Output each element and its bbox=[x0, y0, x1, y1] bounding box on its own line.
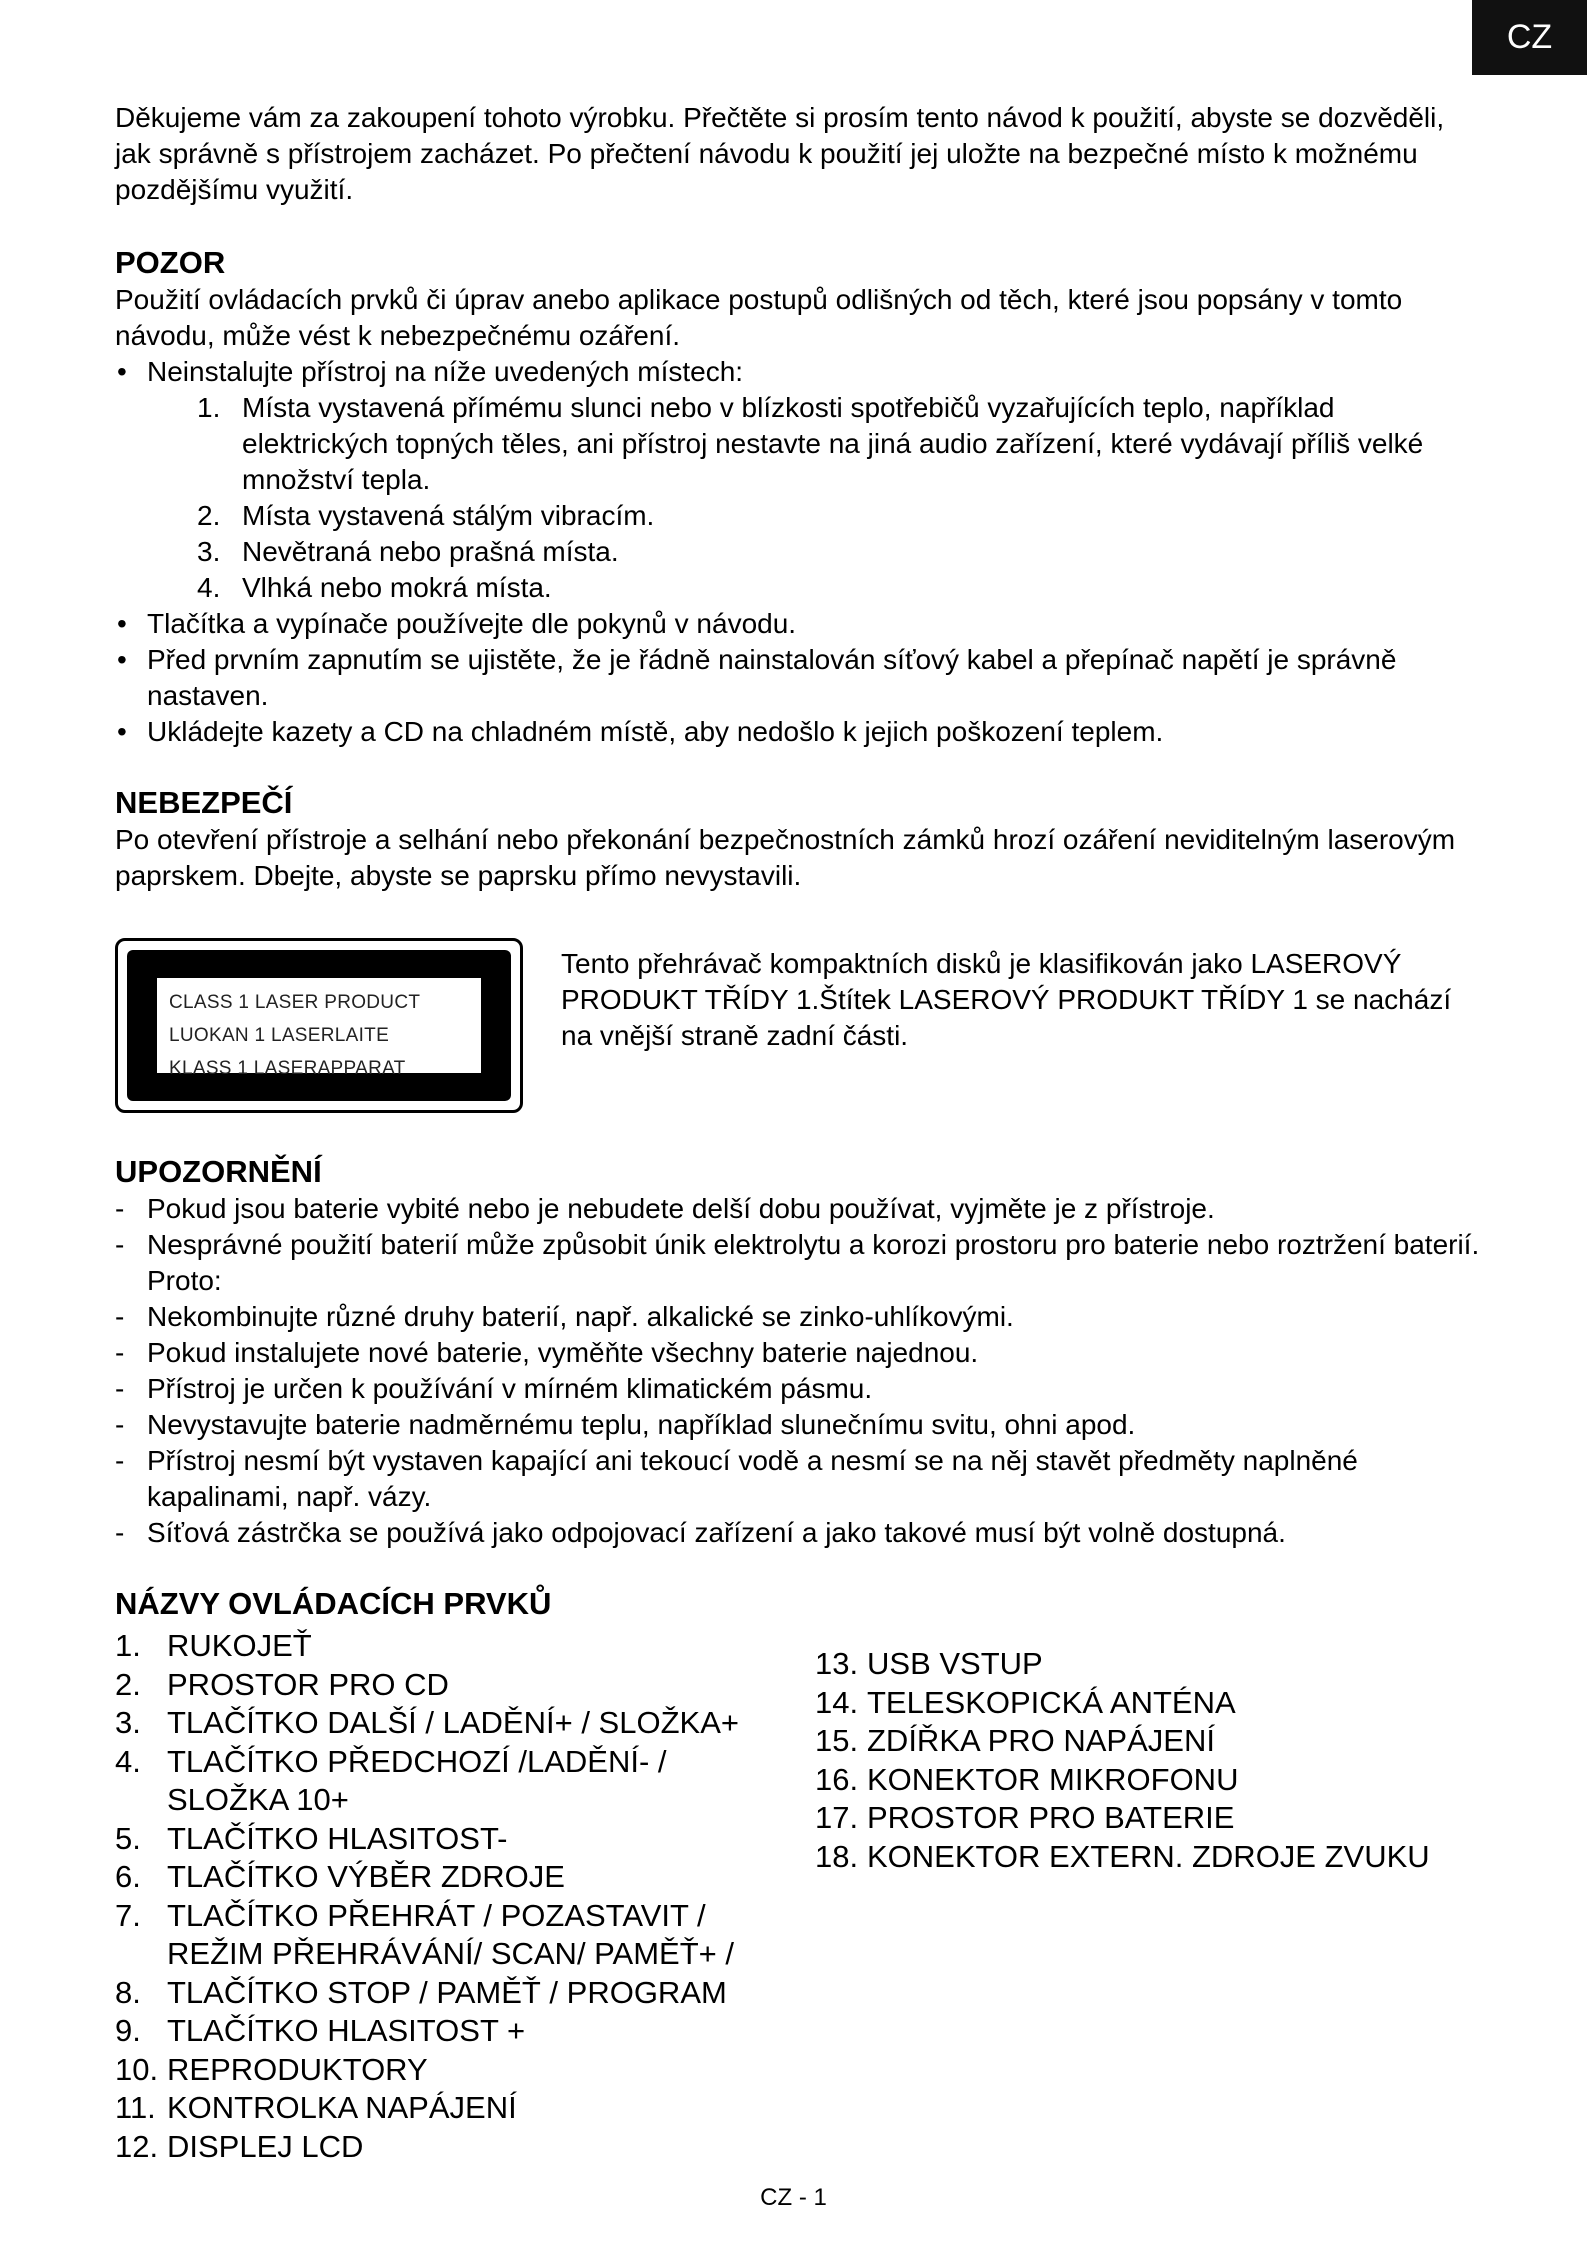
control-item-name: TLAČÍTKO PŘEHRÁT / POZASTAVIT / REŽIM PŘEHRÁVÁNÍ/ SCAN/ PAMĚŤ+ / bbox=[167, 1897, 734, 1971]
control-item bbox=[815, 1722, 1430, 1761]
pozor-section bbox=[115, 244, 1485, 750]
controls-heading: NÁZVY OVLÁDACÍCH PRVKŮ bbox=[115, 1586, 552, 1621]
control-item-name: TLAČÍTKO HLASITOST + bbox=[167, 2013, 526, 2048]
pozor-heading: POZOR bbox=[115, 245, 226, 280]
control-item bbox=[115, 2051, 815, 2090]
control-item-number: 4. bbox=[115, 1743, 141, 1779]
control-item-name: TLAČÍTKO PŘEDCHOZÍ /LADĚNÍ- / SLOŽKA 10+ bbox=[167, 1743, 667, 1817]
laser-label-plate bbox=[157, 978, 481, 1079]
battery-warning-list bbox=[115, 1191, 1485, 1551]
control-item-name: TLAČÍTKO HLASITOST- bbox=[167, 1820, 508, 1856]
location-item-number: 3. bbox=[197, 536, 221, 567]
location-item-text: Nevětraná nebo prašná místa. bbox=[242, 536, 619, 567]
pozor-bullet: • Tlačítka a vypínače používejte dle pokynů v návodu. bbox=[115, 606, 1485, 642]
pozor-text: Použití ovládacích prvků či úprav anebo aplikace postupů odlišných od těch, které jsou popsány v tomto návodu, může vést k nebezpečnému ozáření. bbox=[115, 284, 1403, 351]
controls-right-column bbox=[815, 1645, 1430, 2166]
control-item-number: 16. bbox=[815, 1761, 859, 1797]
nebezpeci-text: Po otevření přístroje a selhání nebo překonání bezpečnostních zámků hrozí ozáření neviditelným laserovým paprskem. Dbejte, abyste se paprsku přímo nevystavili. bbox=[115, 824, 1456, 891]
control-item bbox=[115, 1897, 815, 1974]
control-item bbox=[115, 2128, 815, 2167]
location-item-text: Vlhká nebo mokrá místa. bbox=[242, 572, 552, 603]
intro-paragraph: Děkujeme vám za zakoupení tohoto výrobku. Přečtěte si prosím tento návod k použití, abyste se dozvěděli, jak správně s přístrojem zacházet. Po přečtení návodu k použití jej uložte na bezpečné místo k možnému pozdějšímu využití. bbox=[115, 102, 1445, 205]
control-item-number: 11. bbox=[115, 2090, 156, 2125]
control-item bbox=[115, 2012, 815, 2051]
control-item-number: 8. bbox=[115, 1974, 141, 2010]
nebezpeci-heading: NEBEZPEČÍ bbox=[115, 785, 293, 820]
battery-warning-item: - Přístroj je určen k používání v mírném klimatickém pásmu. bbox=[115, 1371, 1485, 1407]
control-item-number: 12. bbox=[115, 2128, 159, 2164]
pozor-bullet bbox=[115, 354, 1485, 606]
control-item-number: 2. bbox=[115, 1666, 141, 1702]
control-item-number: 18. bbox=[815, 1838, 859, 1874]
control-item-number: 3. bbox=[115, 1705, 141, 1740]
location-item-text: Místa vystavená stálým vibracím. bbox=[242, 500, 655, 531]
control-item-number: 10. bbox=[115, 2051, 159, 2087]
control-item-name: ZDÍŘKA PRO NAPÁJENÍ bbox=[867, 1723, 1215, 1758]
control-item-name: KONTROLKA NAPÁJENÍ bbox=[167, 2090, 517, 2125]
location-item bbox=[197, 498, 1485, 534]
pozor-bullet-list bbox=[115, 354, 1485, 750]
control-item-name: PROSTOR PRO BATERIE bbox=[867, 1800, 1235, 1835]
control-item bbox=[115, 1820, 815, 1859]
battery-warning-item: - Přístroj nesmí být vystaven kapající ani tekoucí vodě a nesmí se na něj stavět předměty naplněné kapalinami, např. vázy. bbox=[115, 1443, 1485, 1515]
control-item-name: USB VSTUP bbox=[867, 1646, 1043, 1681]
pozor-bullet: • Ukládejte kazety a CD na chladném místě, aby nedošlo k jejich poškození teplem. bbox=[115, 714, 1485, 750]
control-item-number: 7. bbox=[115, 1897, 141, 1933]
control-item-name: REPRODUKTORY bbox=[167, 2051, 428, 2087]
control-item-name: KONEKTOR EXTERN. ZDROJE ZVUKU bbox=[867, 1838, 1430, 1874]
battery-warning-item: - Pokud instalujete nové baterie, vyměňte všechny baterie najednou. bbox=[115, 1335, 1485, 1371]
location-item bbox=[197, 534, 1485, 570]
laser-label-line: KLASS 1 LASERAPPARAT bbox=[169, 1058, 406, 1079]
battery-warning-item: - Nevystavujte baterie nadměrnému teplu, například slunečnímu svitu, ohni apod. bbox=[115, 1407, 1485, 1443]
control-item-name: TLAČÍTKO DALŠÍ / LADĚNÍ+ / SLOŽKA+ bbox=[167, 1705, 739, 1740]
control-item-name: DISPLEJ LCD bbox=[167, 2128, 364, 2164]
control-item-number: 6. bbox=[115, 1859, 141, 1894]
battery-warning-item: - Pokud jsou baterie vybité nebo je nebudete delší dobu používat, vyjměte je z přístroje. bbox=[115, 1191, 1485, 1227]
control-item-number: 17. bbox=[815, 1800, 859, 1835]
control-item bbox=[815, 1761, 1430, 1800]
control-item-number: 1. bbox=[115, 1628, 141, 1663]
control-item-name: KONEKTOR MIKROFONU bbox=[867, 1761, 1239, 1797]
control-item bbox=[115, 2089, 815, 2128]
laser-description: Tento přehrávač kompaktních disků je klasifikován jako LASEROVÝ PRODUKT TŘÍDY 1.Štítek LASEROVÝ PRODUKT TŘÍDY 1 se nachází na vnější straně zadní části. bbox=[561, 948, 1452, 1051]
controls-left-column bbox=[115, 1627, 815, 2166]
location-item-number: 1. bbox=[197, 392, 221, 423]
laser-label-line: LUOKAN 1 LASERLAITE bbox=[169, 1025, 390, 1046]
laser-label-frame bbox=[127, 950, 511, 1101]
location-sublist bbox=[147, 390, 1485, 606]
control-item bbox=[115, 1704, 815, 1743]
control-item-number: 13. bbox=[815, 1646, 859, 1681]
page-number: CZ - 1 bbox=[760, 2184, 827, 2211]
location-item-text: Místa vystavená přímému slunci nebo v blízkosti spotřebičů vyzařujících teplo, například elektrických topných těles, ani přístroj nestavte na jiná audio zařízení, které vydávají příliš velké množství tepla. bbox=[242, 392, 1424, 495]
control-item-number: 5. bbox=[115, 1820, 141, 1856]
page-content bbox=[115, 100, 1485, 2166]
battery-warning-item: - Síťová zástrčka se používá jako odpojovací zařízení a jako takové musí být volně dostupná. bbox=[115, 1515, 1485, 1551]
upozorneni-heading: UPOZORNĚNÍ bbox=[115, 1154, 322, 1189]
control-item bbox=[815, 1684, 1430, 1723]
laser-info-row bbox=[115, 938, 1485, 1113]
controls-section bbox=[115, 1585, 1485, 2166]
control-item-name: TELESKOPICKÁ ANTÉNA bbox=[867, 1684, 1236, 1720]
control-item bbox=[115, 1666, 815, 1705]
location-item bbox=[197, 570, 1485, 606]
control-item bbox=[115, 1627, 815, 1666]
controls-list bbox=[115, 1627, 1485, 2166]
pozor-bullet: • Před prvním zapnutím se ujistěte, že je řádně nainstalován síťový kabel a přepínač napětí je správně nastaven. bbox=[115, 642, 1485, 714]
battery-warning-item: - Nesprávné použití baterií může způsobit únik elektrolytu a korozi prostoru pro baterie nebo roztržení baterií. Proto: bbox=[115, 1227, 1485, 1299]
laser-label-line: CLASS 1 LASER PRODUCT bbox=[169, 992, 421, 1013]
control-item-name: RUKOJEŤ bbox=[167, 1628, 312, 1663]
control-item bbox=[815, 1645, 1430, 1684]
control-item bbox=[115, 1858, 815, 1897]
laser-class-label bbox=[115, 938, 523, 1113]
language-tab-label: CZ bbox=[1506, 18, 1553, 56]
control-item-number: 15. bbox=[815, 1723, 859, 1758]
pozor-bullet-text: Neinstalujte přístroj na níže uvedených místech: bbox=[147, 356, 744, 387]
control-item bbox=[815, 1838, 1430, 1877]
control-item-number: 9. bbox=[115, 2013, 141, 2048]
control-item bbox=[815, 1799, 1430, 1838]
control-item-name: PROSTOR PRO CD bbox=[167, 1666, 449, 1702]
control-item bbox=[115, 1743, 815, 1820]
location-item-number: 2. bbox=[197, 500, 221, 531]
control-item bbox=[115, 1974, 815, 2013]
control-item-name: TLAČÍTKO STOP / PAMĚŤ / PROGRAM bbox=[167, 1974, 727, 2010]
control-item-number: 14. bbox=[815, 1684, 859, 1720]
control-item-name: TLAČÍTKO VÝBĚR ZDROJE bbox=[167, 1859, 565, 1894]
nebezpeci-section bbox=[115, 784, 1485, 894]
location-item bbox=[197, 390, 1485, 498]
upozorneni-section bbox=[115, 1153, 1485, 1551]
location-item-number: 4. bbox=[197, 572, 221, 603]
battery-warning-item: - Nekombinujte různé druhy baterií, např. alkalické se zinko-uhlíkovými. bbox=[115, 1299, 1485, 1335]
language-tab bbox=[1472, 0, 1587, 75]
